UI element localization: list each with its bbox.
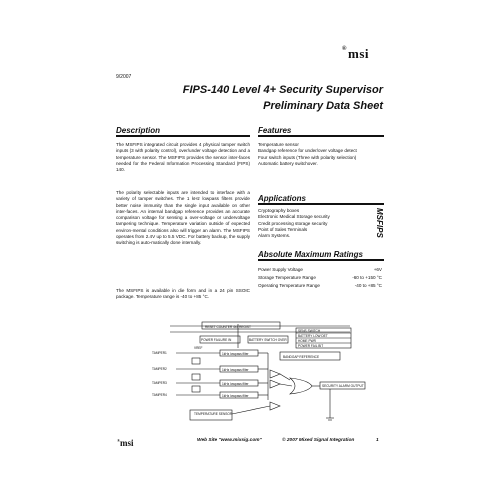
document-subtitle: Preliminary Data Sheet [263, 100, 383, 112]
table-row [258, 266, 384, 274]
features-list [258, 142, 357, 167]
ratings-table [258, 266, 384, 290]
document-date: 9/2007 [116, 74, 132, 80]
tamper-input-label: TAMPER3 [152, 381, 167, 385]
side-part-label: MSFIPS [375, 208, 384, 238]
rating-value: +6V [373, 267, 382, 272]
right-label: HOME PWR [298, 339, 316, 343]
block-diagram [150, 318, 382, 430]
tamper-input-label: TAMPER2 [152, 367, 167, 371]
rating-value: -60 to +150 °C [352, 275, 382, 280]
footer-website: Web Site "www.mixsig.com" [197, 438, 262, 443]
ratings-rule [258, 259, 384, 261]
list-item: Cryptography boxes [258, 208, 300, 213]
list-item: Bandgap reference for under/over voltage detect [258, 148, 357, 154]
right-label: POWER FAIL BIT [298, 344, 324, 348]
rating-value: -40 to +85 °C [354, 283, 382, 288]
applications-list [258, 208, 330, 239]
bandgap-label: BANDGAP REFERENCE [283, 355, 320, 359]
company-logo [342, 46, 369, 62]
tamper-input-label: TAMPER4 [152, 393, 167, 397]
description-rule [116, 135, 250, 137]
filter-label: 1kHz lowpass filter [222, 394, 249, 398]
security-alarm-label: SECURITY ALARM OUTPUT [322, 384, 364, 388]
list-item: Electronic Medical Storage security [258, 214, 330, 220]
list-item: Point of Sales Terminals [258, 226, 308, 232]
ratings-heading: Absolute Maximum Ratings [258, 250, 363, 259]
footer-logo [117, 438, 134, 448]
right-label: BATTERY LOW DET [298, 334, 328, 338]
footer-copyright: © 2007 Mixed Signal Integration [282, 438, 355, 443]
logo-mark: ® [342, 46, 347, 52]
applications-heading: Applications [258, 194, 307, 203]
rating-label: Operating Temperature Range [258, 283, 320, 288]
footer-logo-mark: ® [117, 438, 120, 443]
description-para-1: The MSFIPS integrated circuit provides 4 physical tamper switch inputs (3 with polarity control), over/under voltage detection and a temperature sensor. The MSFIPS provides the sensor inter-faces needed for the Federal Information Processing Standard (FIPS) 140. [116, 142, 250, 173]
filter-label: 1kHz lowpass filter [222, 352, 249, 356]
list-item: Credit processing storage security [258, 220, 328, 226]
battery-switch-label: BATTERY SWITCH OVER [249, 338, 287, 342]
rating-label: Power Supply Voltage [258, 267, 303, 272]
table-row [258, 282, 384, 290]
logo-text: msi [347, 46, 369, 61]
applications-rule [258, 203, 384, 205]
list-item: Temperature sensor [258, 142, 299, 147]
reset-counter-label: RESET COUNTER 4x4 REGIST [205, 325, 251, 329]
footer-logo-text: msi [120, 438, 134, 448]
features-heading: Features [258, 126, 292, 135]
vref-label: VREF [194, 346, 203, 350]
list-item: Four switch inputs (Three with polarity selection) [258, 154, 357, 160]
description-heading: Description [116, 126, 161, 135]
features-rule [258, 135, 384, 137]
tamper-input-label: TAMPER1 [152, 351, 167, 355]
list-item: Automatic battery switchover. [258, 160, 318, 166]
document-title: FIPS-140 Level 4+ Security Supervisor [182, 84, 383, 96]
description-para-3: The MSFIPS is available in die form and in a 24 pin SSOIC package. Temperature range is -40 to +85 °C. [116, 288, 250, 300]
rating-label: Storage Temperature Range [258, 275, 316, 280]
power-failure-label: POWER FAILURE IN [201, 338, 232, 342]
filter-label: 1kHz lowpass filter [222, 382, 249, 386]
temp-sensor-label: TEMPERATURE SENSOR [194, 412, 233, 416]
filter-label: 1kHz lowpass filter [222, 368, 249, 372]
table-row [258, 274, 384, 282]
list-item: Alarm Systems. [258, 233, 291, 239]
description-para-2: The polarity selectable inputs are intended to interface with a variety of tamper switches. The 1 kHz lowpass filters provide better noise immunity than the single input available on other inter-faces. An internal bandgap reference provides an accurate comparison voltage for sensing a over-voltage or undervoltage tampering technique. Temperature variation outside of expected environ-mental conditions also will trigger an alarm. The MSFIPS operates from 2.4V up to 5.5 VDC. For battery backup, the supply switching is auto-matically done internally. [116, 190, 250, 246]
right-label: SENS SWITCH [298, 329, 321, 333]
page-number: 1 [376, 438, 379, 443]
